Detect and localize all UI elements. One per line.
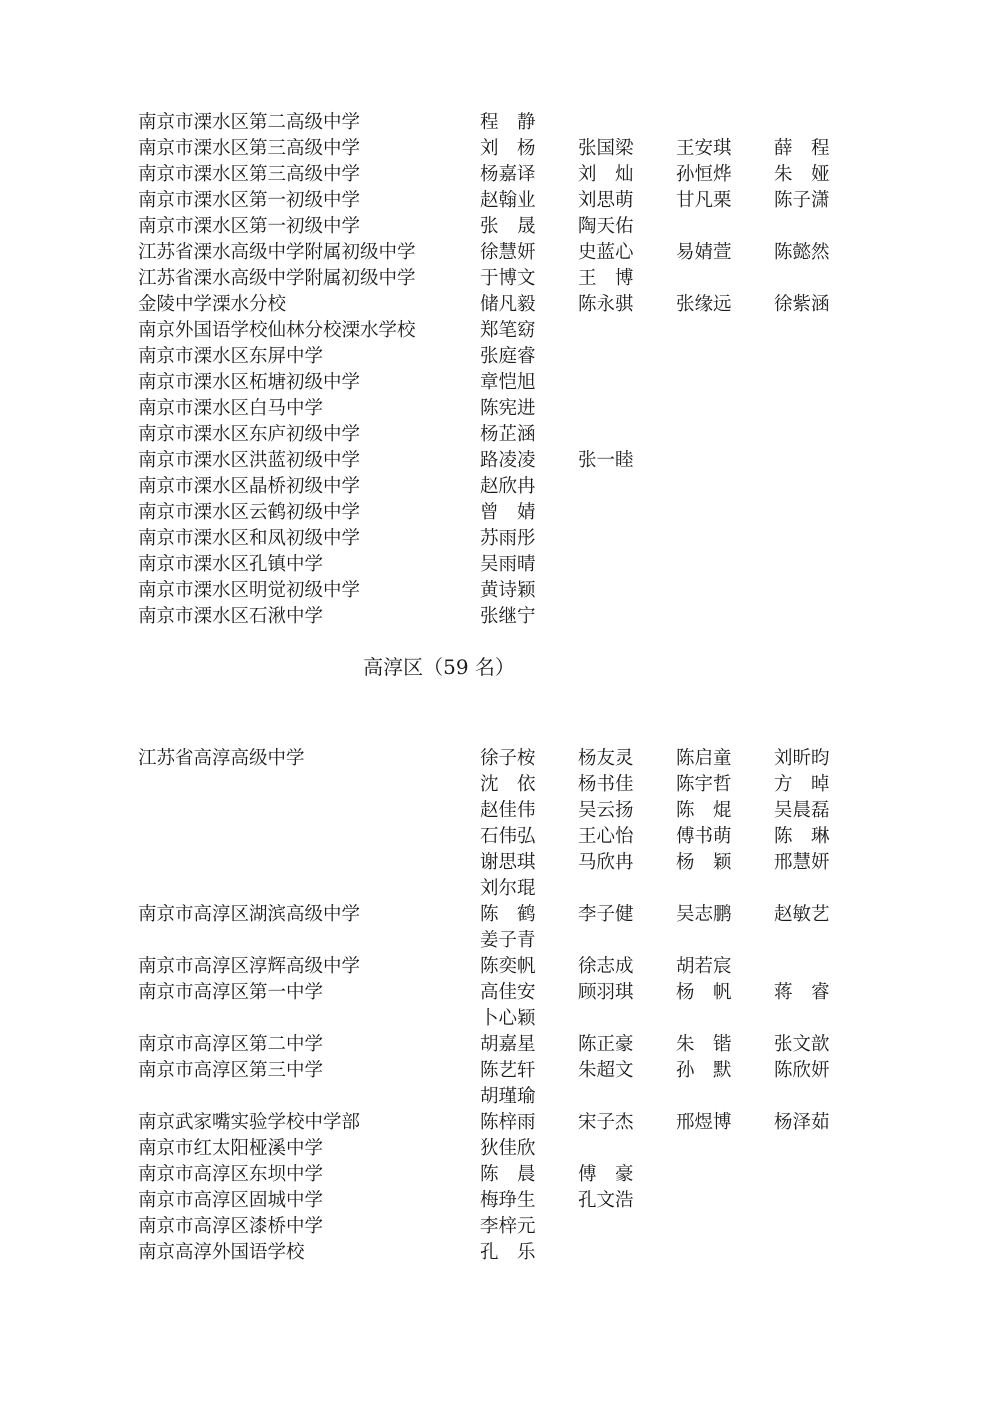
school-name: 南京高淳外国语学校 [138, 1242, 305, 1263]
student-name: 程 静 [480, 112, 536, 133]
student-name: 姜子青 [480, 930, 536, 951]
table-row [138, 1162, 880, 1188]
school-list-section-lishui [138, 110, 880, 630]
table-row [138, 474, 880, 500]
school-name: 金陵中学溧水分校 [138, 294, 287, 315]
student-name: 赵欣冉 [480, 476, 536, 497]
school-name: 南京市溧水区明觉初级中学 [138, 580, 361, 601]
student-name: 杨 颖 [676, 852, 732, 873]
student-name: 邢慧妍 [774, 852, 830, 873]
table-row [138, 1006, 880, 1032]
school-name: 南京市溧水区第一初级中学 [138, 190, 361, 211]
table-row [138, 162, 880, 188]
student-name: 李子健 [578, 904, 634, 925]
student-name: 陈欣妍 [774, 1060, 830, 1081]
student-name: 胡嘉星 [480, 1034, 536, 1055]
student-name: 王 博 [578, 268, 634, 289]
student-name: 孔文浩 [578, 1190, 634, 1211]
student-name: 徐志成 [578, 956, 634, 977]
student-name: 路凌凌 [480, 450, 536, 471]
student-name: 易婧萱 [676, 242, 732, 263]
student-name: 宋子杰 [578, 1112, 634, 1133]
student-name: 杨 帆 [676, 982, 732, 1003]
table-row [138, 318, 880, 344]
school-name: 南京武家嘴实验学校中学部 [138, 1112, 361, 1133]
student-name: 吴志鹏 [676, 904, 732, 925]
student-name: 王心怡 [578, 826, 634, 847]
student-name: 孙恒烨 [676, 164, 732, 185]
student-name: 徐子桉 [480, 748, 536, 769]
student-name: 陈正豪 [578, 1034, 634, 1055]
student-name: 卜心颖 [480, 1008, 536, 1029]
student-name: 张 晟 [480, 216, 536, 237]
table-row [138, 188, 880, 214]
student-name: 吴晨磊 [774, 800, 830, 821]
school-name: 南京市高淳区第二中学 [138, 1034, 324, 1055]
student-name: 陈梓雨 [480, 1112, 536, 1133]
student-name: 陈 晨 [480, 1164, 536, 1185]
school-name: 南京市溧水区第二高级中学 [138, 112, 361, 133]
student-name: 薛 程 [774, 138, 830, 159]
school-name: 南京市溧水区晶桥初级中学 [138, 476, 361, 497]
school-name: 南京市溧水区白马中学 [138, 398, 324, 419]
student-name: 杨嘉译 [480, 164, 536, 185]
school-name: 南京市高淳区湖滨高级中学 [138, 904, 361, 925]
student-name: 高佳安 [480, 982, 536, 1003]
student-name: 刘 杨 [480, 138, 536, 159]
table-row [138, 448, 880, 474]
student-name: 赵翰业 [480, 190, 536, 211]
student-name: 蒋 睿 [774, 982, 830, 1003]
table-row [138, 1240, 880, 1266]
student-name: 甘凡栗 [676, 190, 732, 211]
school-name: 南京市溧水区柘塘初级中学 [138, 372, 361, 393]
student-name: 李梓元 [480, 1216, 536, 1237]
table-row [138, 396, 880, 422]
student-name: 苏雨彤 [480, 528, 536, 549]
student-name: 马欣冉 [578, 852, 634, 873]
table-row [138, 1188, 880, 1214]
student-name: 吴云扬 [578, 800, 634, 821]
student-name: 陈 焜 [676, 800, 732, 821]
school-name: 南京市溧水区石湫中学 [138, 606, 324, 627]
table-row [138, 876, 880, 902]
student-name: 杨友灵 [578, 748, 634, 769]
student-name: 张缘远 [676, 294, 732, 315]
student-name: 陈 鹤 [480, 904, 536, 925]
student-name: 储凡毅 [480, 294, 536, 315]
student-name: 史蓝心 [578, 242, 634, 263]
table-row [138, 1136, 880, 1162]
table-row [138, 1110, 880, 1136]
student-name: 谢思琪 [480, 852, 536, 873]
student-name: 朱超文 [578, 1060, 634, 1081]
student-name: 陈奕帆 [480, 956, 536, 977]
school-name: 南京市红太阳桠溪中学 [138, 1138, 324, 1159]
table-row [138, 954, 880, 980]
student-name: 徐慧妍 [480, 242, 536, 263]
table-row [138, 604, 880, 630]
table-row [138, 422, 880, 448]
student-name: 方 晫 [774, 774, 830, 795]
table-row [138, 110, 880, 136]
student-name: 王安琪 [676, 138, 732, 159]
student-name: 傅书萌 [676, 826, 732, 847]
table-row [138, 526, 880, 552]
student-name: 曾 婧 [480, 502, 536, 523]
table-row [138, 902, 880, 928]
table-row [138, 214, 880, 240]
student-name: 狄佳欣 [480, 1138, 536, 1159]
student-name: 刘思萌 [578, 190, 634, 211]
student-name: 孔 乐 [480, 1242, 536, 1263]
student-name: 徐紫涵 [774, 294, 830, 315]
student-name: 陈艺轩 [480, 1060, 536, 1081]
school-name: 南京市溧水区东屏中学 [138, 346, 324, 367]
student-name: 胡若宸 [676, 956, 732, 977]
school-name: 江苏省溧水高级中学附属初级中学 [138, 242, 416, 263]
student-name: 陈宪进 [480, 398, 536, 419]
student-name: 黄诗颖 [480, 580, 536, 601]
student-name: 于博文 [480, 268, 536, 289]
student-name: 傅 豪 [578, 1164, 634, 1185]
student-name: 陈永骐 [578, 294, 634, 315]
student-name: 赵佳伟 [480, 800, 536, 821]
school-name: 南京市高淳区淳辉高级中学 [138, 956, 361, 977]
table-row [138, 136, 880, 162]
student-name: 刘尔琨 [480, 878, 536, 899]
school-name: 南京市溧水区和凤初级中学 [138, 528, 361, 549]
student-name: 章恺旭 [480, 372, 536, 393]
student-name: 邢煜博 [676, 1112, 732, 1133]
student-name: 梅琤生 [480, 1190, 536, 1211]
table-row [138, 1032, 880, 1058]
student-name: 张一睦 [578, 450, 634, 471]
school-name: 南京市溧水区孔镇中学 [138, 554, 324, 575]
table-row [138, 928, 880, 954]
student-name: 张文歆 [774, 1034, 830, 1055]
student-name: 胡瑾瑜 [480, 1086, 536, 1107]
student-name: 陈懿然 [774, 242, 830, 263]
school-name: 南京市高淳区第一中学 [138, 982, 324, 1003]
student-name: 刘 灿 [578, 164, 634, 185]
table-row [138, 370, 880, 396]
school-name: 南京市溧水区云鹤初级中学 [138, 502, 361, 523]
school-name: 江苏省高淳高级中学 [138, 748, 305, 769]
table-row [138, 552, 880, 578]
table-row [138, 798, 880, 824]
section-heading-gaochun: 高淳区（59 名） [363, 655, 515, 679]
student-name: 张继宁 [480, 606, 536, 627]
section-spacer [138, 684, 880, 746]
student-name: 陈宇哲 [676, 774, 732, 795]
student-name: 朱 娅 [774, 164, 830, 185]
school-name: 南京市高淳区东坝中学 [138, 1164, 324, 1185]
school-name: 南京市高淳区漆桥中学 [138, 1216, 324, 1237]
school-list-section-gaochun [138, 746, 880, 1266]
school-name: 南京市高淳区固城中学 [138, 1190, 324, 1211]
table-row [138, 980, 880, 1006]
table-row [138, 578, 880, 604]
table-row [138, 1084, 880, 1110]
school-name: 南京市溧水区东庐初级中学 [138, 424, 361, 445]
student-name: 赵敏艺 [774, 904, 830, 925]
student-name: 吴雨晴 [480, 554, 536, 575]
student-name: 陶天佑 [578, 216, 634, 237]
school-name: 南京市溧水区第三高级中学 [138, 164, 361, 185]
table-row [138, 292, 880, 318]
school-name: 南京市高淳区第三中学 [138, 1060, 324, 1081]
table-row [138, 824, 880, 850]
school-name: 南京市溧水区第三高级中学 [138, 138, 361, 159]
table-row [138, 240, 880, 266]
student-name: 顾羽琪 [578, 982, 634, 1003]
school-name: 南京市溧水区第一初级中学 [138, 216, 361, 237]
student-name: 陈启童 [676, 748, 732, 769]
table-row [138, 266, 880, 292]
student-name: 张庭睿 [480, 346, 536, 367]
table-row [138, 746, 880, 772]
table-row [138, 850, 880, 876]
student-name: 郑笔窈 [480, 320, 536, 341]
table-row [138, 1058, 880, 1084]
student-name: 沈 依 [480, 774, 536, 795]
student-name: 杨泽茹 [774, 1112, 830, 1133]
student-name: 陈 琳 [774, 826, 830, 847]
student-name: 石伟弘 [480, 826, 536, 847]
student-name: 刘昕昀 [774, 748, 830, 769]
student-name: 杨书佳 [578, 774, 634, 795]
school-name: 南京市溧水区洪蓝初级中学 [138, 450, 361, 471]
student-name: 孙 默 [676, 1060, 732, 1081]
student-name: 杨芷涵 [480, 424, 536, 445]
student-name: 朱 锴 [676, 1034, 732, 1055]
table-row [138, 772, 880, 798]
school-name: 南京外国语学校仙林分校溧水学校 [138, 320, 416, 341]
table-row [138, 1214, 880, 1240]
table-row [138, 500, 880, 526]
school-name: 江苏省溧水高级中学附属初级中学 [138, 268, 416, 289]
table-row [138, 344, 880, 370]
student-name: 张国梁 [578, 138, 634, 159]
student-name: 陈子潇 [774, 190, 830, 211]
